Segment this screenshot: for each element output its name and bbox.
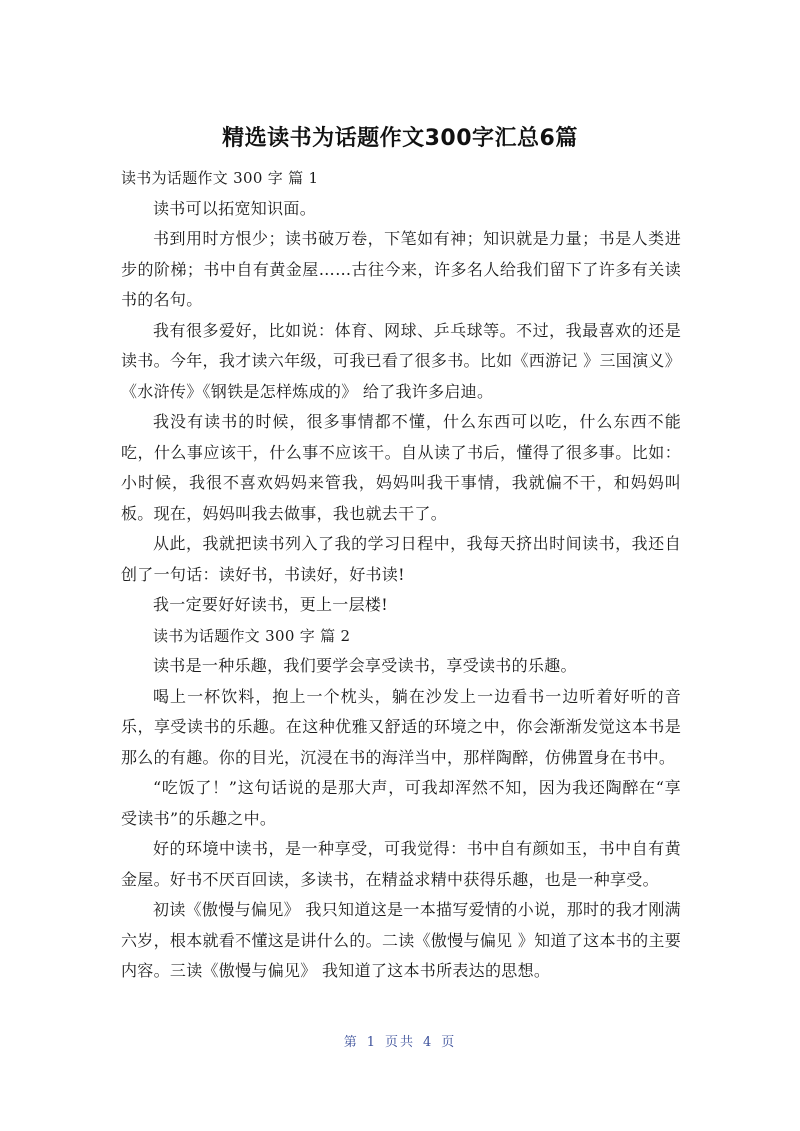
paragraph: 我有很多爱好，比如说：体育、网球、乒乓球等。不过，我最喜欢的还是读书。今年，我才读六年级，可我已看了很多书。比如《西游记 》三国演义》《水浒传》《钢铁是怎样炼成的》 给了我许多启迪。 [121,320,681,401]
footer-suffix: 页 [441,1035,457,1050]
paragraph: 好的环境中读书，是一种享受，可我觉得：书中自有颜如玉，书中自有黄金屋。好书不厌百回读，多读书，在精益求精中获得乐趣，也是一种享受。 [121,839,681,889]
paragraph: 读书是一种乐趣，我们要学会享受读书，享受读书的乐趣。 [153,656,577,675]
paragraph: “吃饭了！”这句话说的是那大声，可我却浑然不知，因为我还陶醉在“享受读书”的乐趣之中。 [121,778,681,828]
paragraph: 我一定要好好读书，更上一层楼! [153,595,388,614]
footer-prefix: 第 [343,1035,359,1050]
paragraph: 初读《傲慢与偏见》 我只知道这是一本描写爱情的小说，那时的我才刚满六岁，根本就看不懂这是讲什么的。二读《傲慢与偏见 》知道了这本书的主要内容。三读《傲慢与偏见》 我知道了这本书所表达的思想。 [121,900,681,980]
paragraph: 书到用时方恨少；读书破万卷，下笔如有神；知识就是力量；书是人类进步的阶梯；书中自有黄金屋……古往今来，许多名人给我们留下了许多有关读书的名句。 [121,229,681,309]
total-pages: 4 [423,1035,434,1050]
footer-middle: 页共 [384,1035,415,1050]
document-body [121,163,681,987]
paragraph: 我没有读书的时候，很多事情都不懂，什么东西可以吃，什么东西不能吃，什么事应该干，什么事不应该干。自从读了书后，懂得了很多事。比如：小时候，我很不喜欢妈妈来管我，妈妈叫我干事情，我就偏不干，和妈妈叫板。现在，妈妈叫我去做事，我也就去干了。 [121,412,681,523]
document-title: 精选读书为话题作文300字汇总6篇 [222,126,578,151]
paragraph: 读书可以拓宽知识面。 [153,198,317,218]
paragraph: 从此，我就把读书列入了我的学习日程中，我每天挤出时间读书，我还自创了一句话：读好书，书读好，好书读! [121,534,681,584]
page-number: 1 [366,1035,377,1050]
page-footer [0,1031,800,1050]
section-heading: 读书为话题作文 300 字 篇 2 [153,626,351,645]
section-heading: 读书为话题作文 300 字 篇 1 [121,169,319,187]
paragraph: 喝上一杯饮料，抱上一个枕头，躺在沙发上一边看书一边听着好听的音乐，享受读书的乐趣。在这种优雅又舒适的环境之中，你会渐渐发觉这本书是那么的有趣。你的目光，沉浸在书的海洋当中，那样陶醉，仿佛置身在书中。 [121,686,681,767]
